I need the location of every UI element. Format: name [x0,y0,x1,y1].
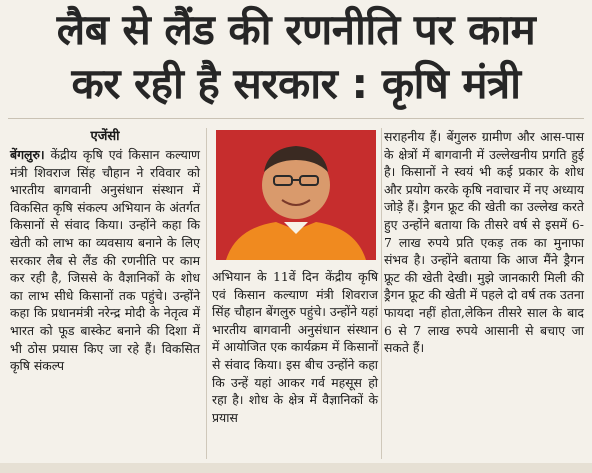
article-column-middle [212,268,378,426]
column-divider-left [206,128,207,459]
byline: एजेंसी [90,129,120,144]
middle-column-text: अभियान के 11वें दिन केंद्रीय कृषि एवं किसान कल्याण मंत्री शिवराज सिंह चौहान बेंगलुरु पहुंचे। उन्होंने यहां भारतीय बागवानी अनुसंधान संस्थान में आयोजित एक कार्यक्रम में किसानों से संवाद किया। इस बीच उन्होंने कहा कि उन्हें यहां आकर गर्व महसूस हो रहा है। शोध के क्षेत्र में वैज्ञानिकों के प्रयास [212,269,378,425]
headline-line-2: कर रही है सरकार : कृषि मंत्री [71,59,521,108]
portrait-illustration [216,130,376,260]
headline-line-1: लैब से लैंड की रणनीति पर काम [56,5,536,54]
minister-photo [216,130,376,260]
page-bottom-strip [0,463,592,473]
article-column-left [10,128,200,375]
headline [0,2,592,110]
left-column-text: केंद्रीय कृषि एवं किसान कल्याण मंत्री शिवराज सिंह चौहान ने रविवार को भारतीय बागवानी अनुसंधान संस्थान में विकसित कृषि संकल्प अभियान के अंतर्गत किसानों से संवाद किया। उन्होंने कहा कि खेती को लाभ का व्यवसाय बनाने के लिए सरकार लैब से लैंड की रणनीति पर काम कर रही है, जिससे के वैज्ञानिकों के शोध का लाभ सीधे किसानों तक पहुंचे। उन्होंने कहा कि प्रधानमंत्री नरेन्द्र मोदी के नेतृत्व में भारत को फूड बास्केट बनाने की दिशा में भी ठोस प्रयास किए जा रहे हैं। विकसित कृषि संकल्प [10,147,200,374]
article-paragraph-left [10,146,200,375]
headline-rule [8,118,584,119]
column-divider-right [381,128,382,459]
dateline: बेंगलुरु। [10,147,45,162]
right-column-text: सराहनीय हैं। बेंगुलरु ग्रामीण और आस-पास के क्षेत्रों में बागवानी में उल्लेखनीय प्रगति हुई है। किसानों ने स्वयं भी कई प्रकार के शोध और प्रयोग करके कृषि नवाचार में नए अध्याय जोड़े हैं। ड्रैगन फ्रूट की खेती का उल्लेख करते हुए उन्होंने बताया कि तीसरे वर्ष से इसमें 6-7 लाख रुपये प्रति एकड़ तक का मुनाफा संभव है। उन्होंने बताया कि आज मैंने ड्रैगन फ्रूट की खेती देखी। मुझे जानकारी मिली की ड्रैगन फ्रूट की खेती में पहले दो वर्ष तक उतना फायदा नहीं होता,लेकिन तीसरे साल के बाद 6 से 7 लाख रुपये आसानी से बचाए जा सकते हैं। [384,129,584,356]
article-column-right [384,128,584,357]
